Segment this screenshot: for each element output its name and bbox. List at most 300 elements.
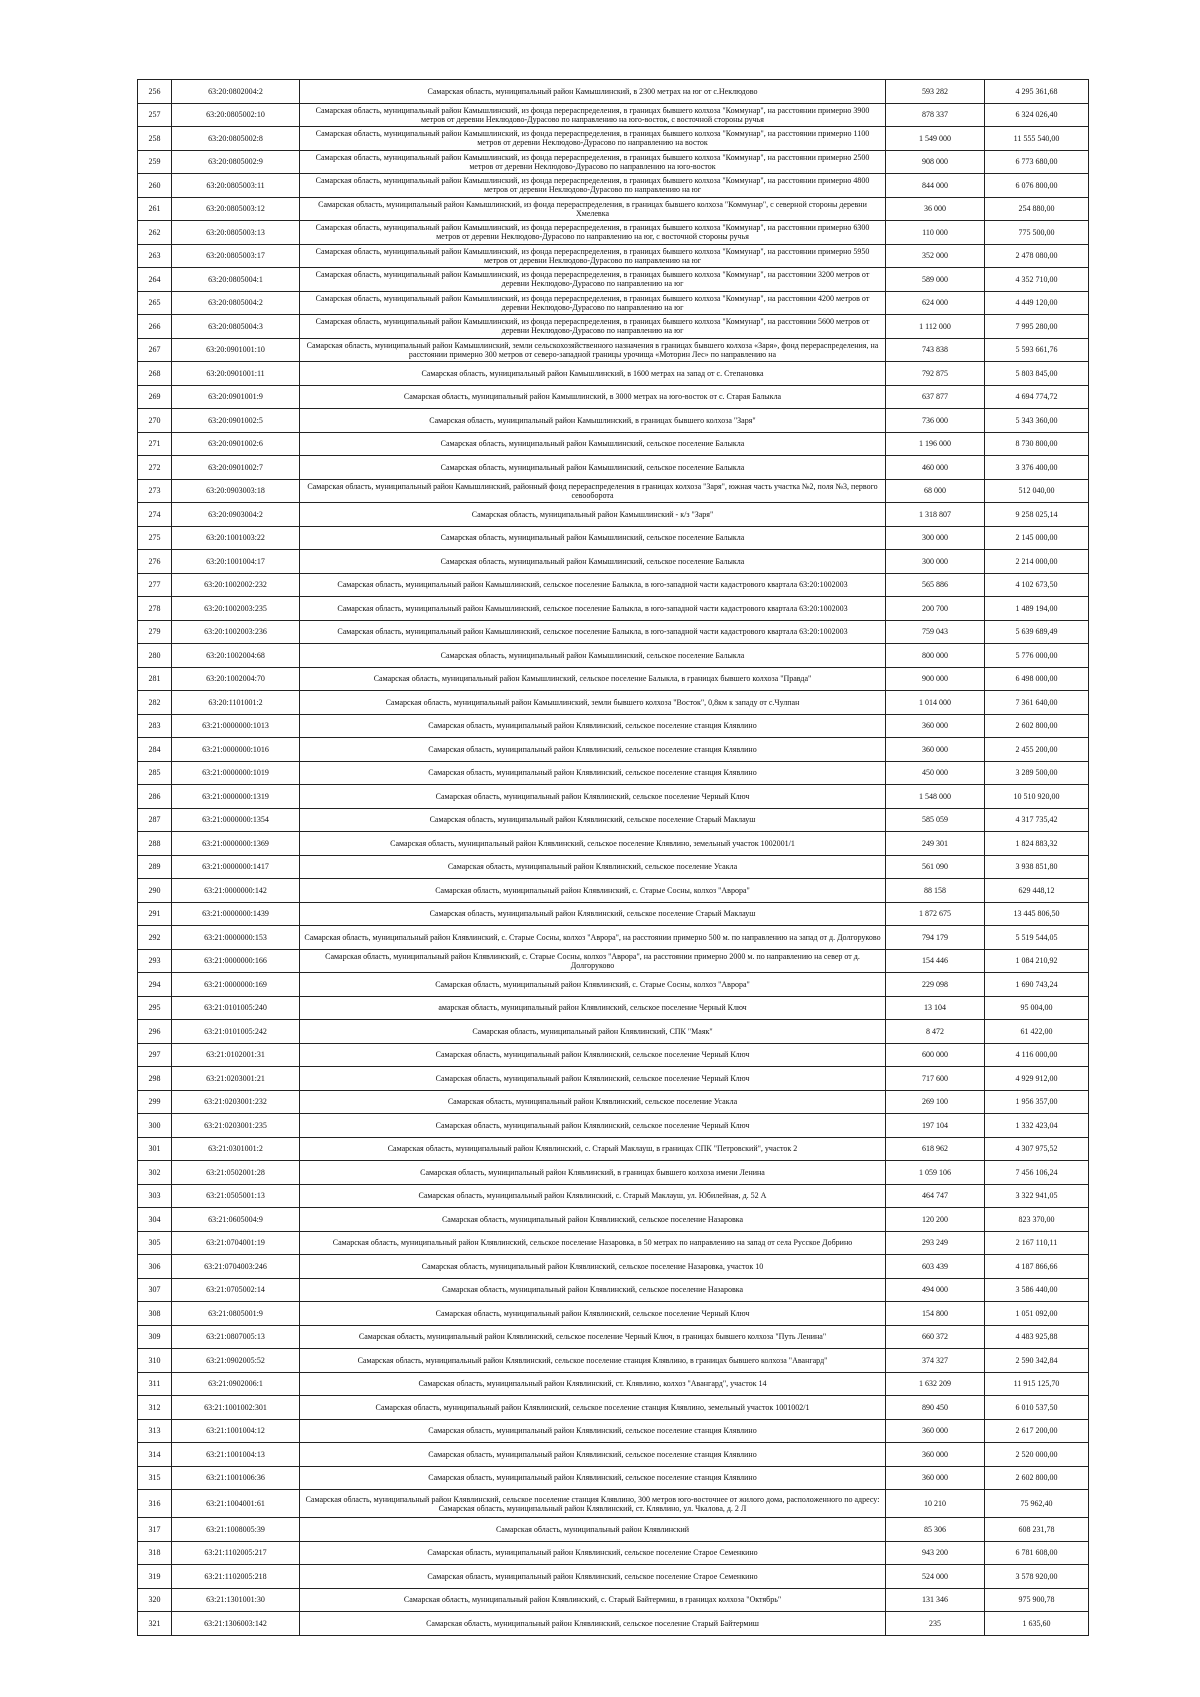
- row-number-cell: 302: [138, 1161, 172, 1185]
- cadastral-value-cell: 1 051 092,00: [985, 1302, 1089, 1326]
- address-cell: Самарская область, муниципальный район Камышлинский, сельское поселение Балыкла, в границах бывшего колхоза "Правда": [300, 667, 886, 691]
- row-number-cell: 321: [138, 1612, 172, 1636]
- table-row: [138, 996, 1089, 1020]
- row-number-cell: 319: [138, 1565, 172, 1589]
- cadastral-number-cell: 63:20:0802004:2: [172, 80, 300, 104]
- cadastral-value-cell: 4 116 000,00: [985, 1043, 1089, 1067]
- area-cell: 1 112 000: [886, 315, 985, 339]
- cadastral-value-cell: 3 938 851,80: [985, 855, 1089, 879]
- area-cell: 717 600: [886, 1067, 985, 1091]
- cadastral-number-cell: 63:21:0000000:1354: [172, 808, 300, 832]
- cadastral-number-cell: 63:20:0805004:3: [172, 315, 300, 339]
- address-cell: Самарская область, муниципальный район Клявлинский, с. Старый Маклауш, ул. Юбилейная, д. 52 А: [300, 1184, 886, 1208]
- cadastral-number-cell: 63:21:0704003:246: [172, 1255, 300, 1279]
- cadastral-value-cell: 5 343 360,00: [985, 409, 1089, 433]
- area-cell: 593 282: [886, 80, 985, 104]
- address-cell: Самарская область, муниципальный район Клявлинский, сельское поселение Старое Семенкино: [300, 1541, 886, 1565]
- area-cell: 561 090: [886, 855, 985, 879]
- cadastral-number-cell: 63:21:0000000:1369: [172, 832, 300, 856]
- cadastral-number-cell: 63:21:0000000:166: [172, 949, 300, 973]
- address-cell: Самарская область, муниципальный район Камышлинский, сельское поселение Балыкла: [300, 432, 886, 456]
- cadastral-value-cell: 5 639 689,49: [985, 620, 1089, 644]
- cadastral-number-cell: 63:21:0203001:232: [172, 1090, 300, 1114]
- cadastral-value-cell: 1 690 743,24: [985, 973, 1089, 997]
- area-cell: 565 886: [886, 573, 985, 597]
- address-cell: Самарская область, муниципальный район Клявлинский, в границах бывшего колхоза имени Ленина: [300, 1161, 886, 1185]
- cadastral-value-cell: 7 456 106,24: [985, 1161, 1089, 1185]
- cadastral-value-cell: 95 004,00: [985, 996, 1089, 1020]
- cadastral-number-cell: 63:21:0203001:235: [172, 1114, 300, 1138]
- table-row: [138, 1443, 1089, 1467]
- cadastral-value-cell: 5 519 544,05: [985, 926, 1089, 950]
- cadastral-number-cell: 63:21:0203001:21: [172, 1067, 300, 1091]
- table-row: [138, 221, 1089, 245]
- cadastral-number-cell: 63:21:0704001:19: [172, 1231, 300, 1255]
- address-cell: Самарская область, муниципальный район Клявлинский, сельское поселение станция Клявлино, 300 метров юго-восточнее от жилого дома, расположенного по адресу: Самарская область, муниципальный район Клявлинский, ст. Клявлино, ул. Чкалова, д. 2 Л: [300, 1490, 886, 1518]
- cadastral-number-cell: 63:20:1001004:17: [172, 550, 300, 574]
- table-row: [138, 127, 1089, 151]
- cadastral-number-cell: 63:21:0805001:9: [172, 1302, 300, 1326]
- table-row: [138, 550, 1089, 574]
- address-cell: Самарская область, муниципальный район Камышлинский, в 3000 метрах на юго-восток от с. Старая Балыкла: [300, 385, 886, 409]
- address-cell: Самарская область, муниципальный район Камышлинский, из фонда перераспределения, в границах бывшего колхоза "Коммунар", на расстоянии примерно 6300 метров от деревни Неклюдово-Дурасово по направлению на юг, с восточной стороны ручья: [300, 221, 886, 245]
- table-row: [138, 761, 1089, 785]
- row-number-cell: 261: [138, 197, 172, 221]
- table-row: [138, 456, 1089, 480]
- cadastral-number-cell: 63:21:0000000:1019: [172, 761, 300, 785]
- cadastral-number-cell: 63:21:0505001:13: [172, 1184, 300, 1208]
- cadastral-number-cell: 63:21:0101005:240: [172, 996, 300, 1020]
- cadastral-number-cell: 63:21:1102005:218: [172, 1565, 300, 1589]
- cadastral-value-cell: 4 694 774,72: [985, 385, 1089, 409]
- address-cell: Самарская область, муниципальный район Клявлинский, сельское поселение Черный Ключ: [300, 1043, 886, 1067]
- cadastral-number-cell: 63:21:0502001:28: [172, 1161, 300, 1185]
- cadastral-value-cell: 6 010 537,50: [985, 1396, 1089, 1420]
- cadastral-value-cell: 7 361 640,00: [985, 691, 1089, 715]
- cadastral-value-cell: 2 455 200,00: [985, 738, 1089, 762]
- address-cell: Самарская область, муниципальный район Камышлинский, в 2300 метрах на юг от с.Неклюдово: [300, 80, 886, 104]
- area-cell: 269 100: [886, 1090, 985, 1114]
- area-cell: 890 450: [886, 1396, 985, 1420]
- row-number-cell: 320: [138, 1588, 172, 1612]
- table-row: [138, 503, 1089, 527]
- area-cell: 235: [886, 1612, 985, 1636]
- row-number-cell: 257: [138, 103, 172, 127]
- cadastral-number-cell: 63:21:1001006:36: [172, 1466, 300, 1490]
- area-cell: 249 301: [886, 832, 985, 856]
- address-cell: Самарская область, муниципальный район Клявлинский, сельское поселение Черный Ключ: [300, 1067, 886, 1091]
- row-number-cell: 316: [138, 1490, 172, 1518]
- area-cell: 300 000: [886, 550, 985, 574]
- cadastral-number-cell: 63:20:0805003:12: [172, 197, 300, 221]
- cadastral-value-cell: 4 483 925,88: [985, 1325, 1089, 1349]
- cadastral-number-cell: 63:21:0000000:1439: [172, 902, 300, 926]
- table-row: [138, 1114, 1089, 1138]
- table-row: [138, 597, 1089, 621]
- area-cell: 844 000: [886, 174, 985, 198]
- table-row: [138, 714, 1089, 738]
- cadastral-number-cell: 63:21:0101005:242: [172, 1020, 300, 1044]
- table-row: [138, 1043, 1089, 1067]
- cadastral-value-cell: 775 500,00: [985, 221, 1089, 245]
- address-cell: Самарская область, муниципальный район Клявлинский, с. Старый Байтермиш, в границах колхоза "Октябрь": [300, 1588, 886, 1612]
- row-number-cell: 288: [138, 832, 172, 856]
- row-number-cell: 275: [138, 526, 172, 550]
- cadastral-value-cell: 823 370,00: [985, 1208, 1089, 1232]
- area-cell: 374 327: [886, 1349, 985, 1373]
- table-row: [138, 691, 1089, 715]
- cadastral-number-cell: 63:21:0000000:153: [172, 926, 300, 950]
- table-row: [138, 1231, 1089, 1255]
- table-row: [138, 103, 1089, 127]
- cadastral-number-cell: 63:21:1001004:12: [172, 1419, 300, 1443]
- area-cell: 154 800: [886, 1302, 985, 1326]
- table-row: [138, 1588, 1089, 1612]
- row-number-cell: 278: [138, 597, 172, 621]
- cadastral-number-cell: 63:21:1001004:13: [172, 1443, 300, 1467]
- area-cell: 618 962: [886, 1137, 985, 1161]
- cadastral-value-cell: 4 102 673,50: [985, 573, 1089, 597]
- table-row: [138, 926, 1089, 950]
- cadastral-value-cell: 2 602 800,00: [985, 1466, 1089, 1490]
- cadastral-number-cell: 63:20:0805004:1: [172, 268, 300, 292]
- row-number-cell: 291: [138, 902, 172, 926]
- area-cell: 360 000: [886, 1443, 985, 1467]
- cadastral-value-cell: 5 803 845,00: [985, 362, 1089, 386]
- row-number-cell: 281: [138, 667, 172, 691]
- row-number-cell: 301: [138, 1137, 172, 1161]
- address-cell: Самарская область, муниципальный район Камышлинский, сельское поселение Балыкла: [300, 456, 886, 480]
- row-number-cell: 297: [138, 1043, 172, 1067]
- cadastral-value-cell: 13 445 806,50: [985, 902, 1089, 926]
- cadastral-number-cell: 63:20:1002003:235: [172, 597, 300, 621]
- address-cell: Самарская область, муниципальный район Клявлинский, сельское поселение станция Клявлино, земельный участок 1001002/1: [300, 1396, 886, 1420]
- area-cell: 352 000: [886, 244, 985, 268]
- area-cell: 131 346: [886, 1588, 985, 1612]
- address-cell: амарская область, муниципальный район Клявлинский, сельское поселение Черный Ключ: [300, 996, 886, 1020]
- address-cell: Самарская область, муниципальный район Клявлинский, СПК "Маяк": [300, 1020, 886, 1044]
- table-row: [138, 949, 1089, 973]
- area-cell: 878 337: [886, 103, 985, 127]
- cadastral-number-cell: 63:20:0805002:9: [172, 150, 300, 174]
- cadastral-value-cell: 3 289 500,00: [985, 761, 1089, 785]
- cadastral-value-cell: 5 593 661,76: [985, 338, 1089, 362]
- cadastral-number-cell: 63:21:0902006:1: [172, 1372, 300, 1396]
- address-cell: Самарская область, муниципальный район Клявлинский, сельское поселение Назаровка: [300, 1278, 886, 1302]
- table-row: [138, 1518, 1089, 1542]
- table-row: [138, 150, 1089, 174]
- table-row: [138, 362, 1089, 386]
- address-cell: Самарская область, муниципальный район Камышлинский, в границах бывшего колхоза "Заря": [300, 409, 886, 433]
- address-cell: Самарская область, муниципальный район Камышлинский, из фонда перераспределения, в границах бывшего колхоза "Коммунар", на расстоянии примерно 4800 метров от деревни Неклюдово-Дурасово по направлению на юг: [300, 174, 886, 198]
- cadastral-number-cell: 63:20:1002004:70: [172, 667, 300, 691]
- cadastral-value-cell: 9 258 025,14: [985, 503, 1089, 527]
- table-row: [138, 808, 1089, 832]
- table-row: [138, 1325, 1089, 1349]
- table-row: [138, 1090, 1089, 1114]
- address-cell: Самарская область, муниципальный район Клявлинский, сельское поселение Старый Маклауш: [300, 902, 886, 926]
- row-number-cell: 289: [138, 855, 172, 879]
- table-row: [138, 1541, 1089, 1565]
- address-cell: Самарская область, муниципальный район Клявлинский, сельское поселение Черный Ключ, в границах бывшего колхоза "Путь Ленина": [300, 1325, 886, 1349]
- row-number-cell: 284: [138, 738, 172, 762]
- cadastral-value-cell: 6 076 800,00: [985, 174, 1089, 198]
- cadastral-value-cell: 4 929 912,00: [985, 1067, 1089, 1091]
- table-row: [138, 832, 1089, 856]
- cadastral-number-cell: 63:21:0000000:1016: [172, 738, 300, 762]
- address-cell: Самарская область, муниципальный район Камышлинский, сельское поселение Балыкла: [300, 550, 886, 574]
- cadastral-number-cell: 63:21:0605004:9: [172, 1208, 300, 1232]
- cadastral-value-cell: 1 084 210,92: [985, 949, 1089, 973]
- cadastral-number-cell: 63:21:0705002:14: [172, 1278, 300, 1302]
- address-cell: Самарская область, муниципальный район Клявлинский, сельское поселение Старый Байтермиш: [300, 1612, 886, 1636]
- address-cell: Самарская область, муниципальный район Клявлинский, сельское поселение Назаровка, участок 10: [300, 1255, 886, 1279]
- area-cell: 603 439: [886, 1255, 985, 1279]
- row-number-cell: 313: [138, 1419, 172, 1443]
- table-body: [138, 80, 1089, 1636]
- table-row: [138, 409, 1089, 433]
- area-cell: 1 014 000: [886, 691, 985, 715]
- address-cell: Самарская область, муниципальный район Клявлинский, сельское поселение Назаровка, в 50 метрах по направлению на запад от села Русское Добрино: [300, 1231, 886, 1255]
- table-row: [138, 291, 1089, 315]
- cadastral-value-cell: 10 510 920,00: [985, 785, 1089, 809]
- table-row: [138, 1067, 1089, 1091]
- address-cell: Самарская область, муниципальный район Клявлинский, сельское поселение станция Клявлино: [300, 714, 886, 738]
- table-row: [138, 1490, 1089, 1518]
- area-cell: 759 043: [886, 620, 985, 644]
- cadastral-value-cell: 975 900,78: [985, 1588, 1089, 1612]
- cadastral-number-cell: 63:20:0805003:13: [172, 221, 300, 245]
- table-row: [138, 1349, 1089, 1373]
- address-cell: Самарская область, муниципальный район Клявлинский, сельское поселение Назаровка: [300, 1208, 886, 1232]
- row-number-cell: 263: [138, 244, 172, 268]
- area-cell: 1 549 000: [886, 127, 985, 151]
- cadastral-number-cell: 63:20:1002003:236: [172, 620, 300, 644]
- address-cell: Самарская область, муниципальный район Клявлинский, сельское поселение Клявлино, земельный участок 1002001/1: [300, 832, 886, 856]
- address-cell: Самарская область, муниципальный район Клявлинский, сельское поселение станция Клявлино: [300, 761, 886, 785]
- address-cell: Самарская область, муниципальный район Камышлинский, сельское поселение Балыкла: [300, 526, 886, 550]
- cadastral-number-cell: 63:20:0805002:10: [172, 103, 300, 127]
- row-number-cell: 307: [138, 1278, 172, 1302]
- row-number-cell: 280: [138, 644, 172, 668]
- row-number-cell: 315: [138, 1466, 172, 1490]
- address-cell: Самарская область, муниципальный район Клявлинский, с. Старые Сосны, колхоз "Аврора": [300, 973, 886, 997]
- area-cell: 908 000: [886, 150, 985, 174]
- row-number-cell: 271: [138, 432, 172, 456]
- table-row: [138, 1302, 1089, 1326]
- table-row: [138, 1372, 1089, 1396]
- row-number-cell: 260: [138, 174, 172, 198]
- table-row: [138, 1396, 1089, 1420]
- area-cell: 1 318 807: [886, 503, 985, 527]
- cadastral-number-cell: 63:20:0903004:2: [172, 503, 300, 527]
- address-cell: Самарская область, муниципальный район Камышлинский - к/з "Заря": [300, 503, 886, 527]
- address-cell: Самарская область, муниципальный район Клявлинский, ст. Клявлино, колхоз "Авангард", участок 14: [300, 1372, 886, 1396]
- table-row: [138, 973, 1089, 997]
- cadastral-value-cell: 7 995 280,00: [985, 315, 1089, 339]
- area-cell: 1 548 000: [886, 785, 985, 809]
- area-cell: 943 200: [886, 1541, 985, 1565]
- cadastral-value-cell: 1 332 423,04: [985, 1114, 1089, 1138]
- address-cell: Самарская область, муниципальный район Камышлинский, земли сельскохозяйственного назначения в границах бывшего колхоза «Заря», фонд перераспределения, на расстоянии примерно 300 метров от северо-западной границы урочища «Моторин Лес» по направлению на: [300, 338, 886, 362]
- address-cell: Самарская область, муниципальный район Клявлинский, с. Старый Маклауш, в границах СПК "Петровский", участок 2: [300, 1137, 886, 1161]
- cadastral-number-cell: 63:20:0901002:5: [172, 409, 300, 433]
- table-row: [138, 738, 1089, 762]
- address-cell: Самарская область, муниципальный район Клявлинский, сельское поселение Черный Ключ: [300, 1114, 886, 1138]
- row-number-cell: 296: [138, 1020, 172, 1044]
- address-cell: Самарская область, муниципальный район Клявлинский, сельское поселение Усакла: [300, 855, 886, 879]
- cadastral-number-cell: 63:21:0807005:13: [172, 1325, 300, 1349]
- cadastral-value-cell: 8 730 800,00: [985, 432, 1089, 456]
- table-row: [138, 1020, 1089, 1044]
- cadastral-value-cell: 6 773 680,00: [985, 150, 1089, 174]
- row-number-cell: 318: [138, 1541, 172, 1565]
- cadastral-value-cell: 254 880,00: [985, 197, 1089, 221]
- table-row: [138, 855, 1089, 879]
- cadastral-value-cell: 3 376 400,00: [985, 456, 1089, 480]
- cadastral-number-cell: 63:20:0805003:17: [172, 244, 300, 268]
- area-cell: 10 210: [886, 1490, 985, 1518]
- area-cell: 229 098: [886, 973, 985, 997]
- area-cell: 110 000: [886, 221, 985, 245]
- row-number-cell: 256: [138, 80, 172, 104]
- cadastral-value-cell: 629 448,12: [985, 879, 1089, 903]
- area-cell: 13 104: [886, 996, 985, 1020]
- cadastral-number-cell: 63:21:1301001:30: [172, 1588, 300, 1612]
- cadastral-value-cell: 608 231,78: [985, 1518, 1089, 1542]
- row-number-cell: 274: [138, 503, 172, 527]
- area-cell: 85 306: [886, 1518, 985, 1542]
- table-row: [138, 1161, 1089, 1185]
- cadastral-number-cell: 63:20:0805003:11: [172, 174, 300, 198]
- area-cell: 900 000: [886, 667, 985, 691]
- row-number-cell: 292: [138, 926, 172, 950]
- row-number-cell: 272: [138, 456, 172, 480]
- area-cell: 624 000: [886, 291, 985, 315]
- table-row: [138, 174, 1089, 198]
- area-cell: 68 000: [886, 479, 985, 503]
- address-cell: Самарская область, муниципальный район Клявлинский, сельское поселение Черный Ключ: [300, 1302, 886, 1326]
- area-cell: 360 000: [886, 1419, 985, 1443]
- row-number-cell: 311: [138, 1372, 172, 1396]
- table-row: [138, 315, 1089, 339]
- cadastral-number-cell: 63:21:0000000:142: [172, 879, 300, 903]
- table-row: [138, 902, 1089, 926]
- area-cell: 800 000: [886, 644, 985, 668]
- area-cell: 360 000: [886, 738, 985, 762]
- table-row: [138, 1255, 1089, 1279]
- row-number-cell: 273: [138, 479, 172, 503]
- row-number-cell: 265: [138, 291, 172, 315]
- row-number-cell: 287: [138, 808, 172, 832]
- area-cell: 660 372: [886, 1325, 985, 1349]
- row-number-cell: 305: [138, 1231, 172, 1255]
- row-number-cell: 262: [138, 221, 172, 245]
- cadastral-number-cell: 63:20:0901002:7: [172, 456, 300, 480]
- row-number-cell: 259: [138, 150, 172, 174]
- cadastral-number-cell: 63:21:1001002:301: [172, 1396, 300, 1420]
- cadastral-value-cell: 4 187 866,66: [985, 1255, 1089, 1279]
- address-cell: Самарская область, муниципальный район Камышлинский, из фонда перераспределения, в границах бывшего колхоза "Коммунар", на расстоянии примерно 1100 метров от деревни Неклюдово-Дурасово по направлению на восток: [300, 127, 886, 151]
- table-row: [138, 1137, 1089, 1161]
- cadastral-number-cell: 63:21:0301001:2: [172, 1137, 300, 1161]
- address-cell: Самарская область, муниципальный район Клявлинский, с. Старые Сосны, колхоз "Аврора", на расстоянии примерно 500 м. по направлению на запад от д. Долгоруково: [300, 926, 886, 950]
- cadastral-value-cell: 2 602 800,00: [985, 714, 1089, 738]
- cadastral-value-cell: 11 915 125,70: [985, 1372, 1089, 1396]
- row-number-cell: 282: [138, 691, 172, 715]
- cadastral-value-cell: 3 578 920,00: [985, 1565, 1089, 1589]
- cadastral-value-cell: 75 962,40: [985, 1490, 1089, 1518]
- address-cell: Самарская область, муниципальный район Камышлинский, из фонда перераспределения, в границах бывшего колхоза "Коммунар", на расстоянии примерно 5950 метров от деревни Неклюдово-Дурасово по направлению на юг: [300, 244, 886, 268]
- cadastral-number-cell: 63:21:0000000:1417: [172, 855, 300, 879]
- row-number-cell: 309: [138, 1325, 172, 1349]
- row-number-cell: 285: [138, 761, 172, 785]
- address-cell: Самарская область, муниципальный район Камышлинский, из фонда перераспределения, в границах бывшего колхоза "Коммунар", с северной стороны деревни Хмелевка: [300, 197, 886, 221]
- table-row: [138, 244, 1089, 268]
- cadastral-number-cell: 63:21:1008005:39: [172, 1518, 300, 1542]
- row-number-cell: 295: [138, 996, 172, 1020]
- address-cell: Самарская область, муниципальный район Клявлинский, сельское поселение Усакла: [300, 1090, 886, 1114]
- cadastral-number-cell: 63:21:0000000:1013: [172, 714, 300, 738]
- row-number-cell: 299: [138, 1090, 172, 1114]
- area-cell: 197 104: [886, 1114, 985, 1138]
- cadastral-value-cell: 2 214 000,00: [985, 550, 1089, 574]
- row-number-cell: 293: [138, 949, 172, 973]
- table-row: [138, 385, 1089, 409]
- address-cell: Самарская область, муниципальный район Клявлинский, сельское поселение станция Клявлино: [300, 1466, 886, 1490]
- area-cell: 524 000: [886, 1565, 985, 1589]
- cadastral-value-cell: 2 478 080,00: [985, 244, 1089, 268]
- area-cell: 600 000: [886, 1043, 985, 1067]
- cadastral-number-cell: 63:20:1002002:232: [172, 573, 300, 597]
- cadastral-number-cell: 63:20:0901001:10: [172, 338, 300, 362]
- area-cell: 88 158: [886, 879, 985, 903]
- row-number-cell: 314: [138, 1443, 172, 1467]
- cadastral-number-cell: 63:21:0000000:169: [172, 973, 300, 997]
- cadastral-number-cell: 63:21:0102001:31: [172, 1043, 300, 1067]
- table-row: [138, 620, 1089, 644]
- address-cell: Самарская область, муниципальный район Камышлинский, сельское поселение Балыкла: [300, 644, 886, 668]
- address-cell: Самарская область, муниципальный район Камышлинский, районный фонд перераспределения в границах колхоза "Заря", южная часть участка №2, поля №3, первого севооборота: [300, 479, 886, 503]
- cadastral-value-cell: 6 324 026,40: [985, 103, 1089, 127]
- cadastral-number-cell: 63:21:0000000:1319: [172, 785, 300, 809]
- row-number-cell: 317: [138, 1518, 172, 1542]
- cadastral-value-cell: 3 322 941,05: [985, 1184, 1089, 1208]
- cadastral-value-cell: 11 555 540,00: [985, 127, 1089, 151]
- address-cell: Самарская область, муниципальный район Клявлинский, сельское поселение станция Клявлино: [300, 1443, 886, 1467]
- address-cell: Самарская область, муниципальный район Камышлинский, из фонда перераспределения, в границах бывшего колхоза "Коммунар", на расстоянии 4200 метров от деревни Неклюдово-Дурасово по направлению на юг: [300, 291, 886, 315]
- area-cell: 293 249: [886, 1231, 985, 1255]
- cadastral-number-cell: 63:21:0902005:52: [172, 1349, 300, 1373]
- address-cell: Самарская область, муниципальный район Камышлинский, сельское поселение Балыкла, в юго-западной части кадастрового квартала 63:20:1002003: [300, 573, 886, 597]
- table-row: [138, 526, 1089, 550]
- row-number-cell: 267: [138, 338, 172, 362]
- address-cell: Самарская область, муниципальный район Клявлинский, сельское поселение станция Клявлино: [300, 1419, 886, 1443]
- cadastral-value-cell: 1 956 357,00: [985, 1090, 1089, 1114]
- cadastral-number-cell: 63:21:1306003:142: [172, 1612, 300, 1636]
- area-cell: 792 875: [886, 362, 985, 386]
- area-cell: 300 000: [886, 526, 985, 550]
- cadastral-value-cell: 4 317 735,42: [985, 808, 1089, 832]
- row-number-cell: 294: [138, 973, 172, 997]
- table-row: [138, 644, 1089, 668]
- row-number-cell: 310: [138, 1349, 172, 1373]
- table-row: [138, 1565, 1089, 1589]
- address-cell: Самарская область, муниципальный район Камышлинский, сельское поселение Балыкла, в юго-западной части кадастрового квартала 63:20:1002003: [300, 620, 886, 644]
- cadastral-number-cell: 63:21:1102005:217: [172, 1541, 300, 1565]
- cadastral-number-cell: 63:20:0903003:18: [172, 479, 300, 503]
- row-number-cell: 283: [138, 714, 172, 738]
